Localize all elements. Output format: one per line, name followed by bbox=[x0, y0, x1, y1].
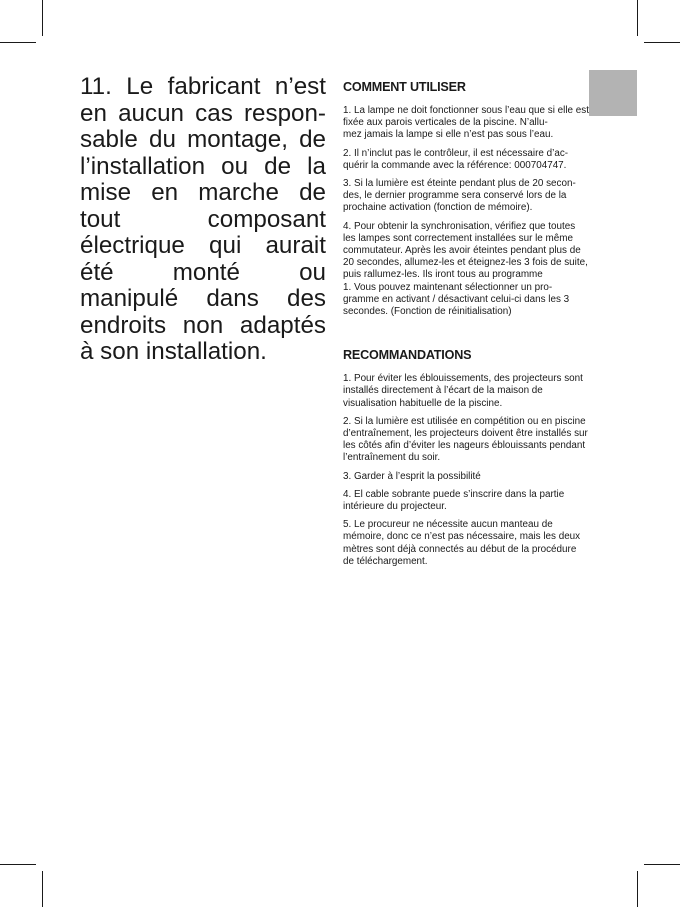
language-tab bbox=[589, 70, 637, 116]
recommendations-title: RECOMMANDATIONS bbox=[343, 348, 472, 363]
recommendation-item: 2. Si la lumière est utilisée en compétition ou en piscine d’entraînement, les projecteurs doivent être installés sur les côtés afin d’éviter les nageurs éblouissants pendant l’entraînement du soir. bbox=[343, 415, 588, 464]
crop-mark-bottom-left-h bbox=[0, 864, 36, 865]
recommendation-item: 5. Le procureur ne nécessite aucun manteau de mémoire, donc ce n’est pas nécessaire, mais les deux mètres sont déjà connectés au début de la procédure de téléchargement. bbox=[343, 519, 581, 567]
disclaimer-text: 11. Le fabricant n’est en aucun cas respon- sable du montage, de l’installation ou de la mise en marche de tout composant électrique qui aurait été monté ou manipulé dans des endroits non adaptés à son installation. bbox=[80, 73, 326, 365]
how-to-use-item: 2. Il n’inclut pas le contrôleur, il est nécessaire d’ac- quérir la commande avec la référence: 000704747. bbox=[343, 147, 569, 171]
how-to-use-title: COMMENT UTILISER bbox=[343, 80, 466, 94]
crop-mark-bottom-left-v bbox=[42, 871, 43, 907]
crop-mark-bottom-right-h bbox=[644, 864, 680, 865]
recommendation-item: 3. Garder à l’esprit la possibilité bbox=[343, 470, 481, 482]
crop-mark-top-left-h bbox=[0, 42, 36, 43]
recommendation-item: 1. Pour éviter les éblouissements, des projecteurs sont installés directement à l’écart de la maison de visualisation habituelle de la piscine. bbox=[343, 373, 583, 409]
how-to-use-item: 1. La lampe ne doit fonctionner sous l’eau que si elle est fixée aux parois verticales de la piscine. N’allu- mez jamais la lampe si elle n’est pas sous l’eau. bbox=[343, 105, 589, 141]
crop-mark-top-right-v bbox=[637, 0, 638, 36]
disclaimer-block bbox=[80, 74, 326, 366]
instructions-column bbox=[343, 80, 589, 574]
crop-mark-top-left-v bbox=[42, 0, 43, 36]
recommendation-item: 4. El cable sobrante puede s’inscrire dans la partie intérieure du projecteur. bbox=[343, 488, 565, 513]
how-to-use-item: 3. Si la lumière est éteinte pendant plus de 20 secon- des, le dernier programme sera conservé lors de la prochaine activation (fonction de mémoire). bbox=[343, 178, 576, 214]
crop-mark-top-right-h bbox=[644, 42, 680, 43]
crop-mark-bottom-right-v bbox=[637, 871, 638, 907]
how-to-use-item: 4. Pour obtenir la synchronisation, vérifiez que toutes les lampes sont correctement installées sur le même commutateur. Après les avoir éteintes pendant plus de 20 secondes, allumez-les et éteignez-les 3 fois de suite, puis rallumez-les. Ils iront tous au programme 1. Vous pouvez maintenant sélectionner un pro- gramme en activant / désactivant celui-ci dans les 3 secondes. (Fonction de réinitialisation) bbox=[343, 220, 588, 318]
